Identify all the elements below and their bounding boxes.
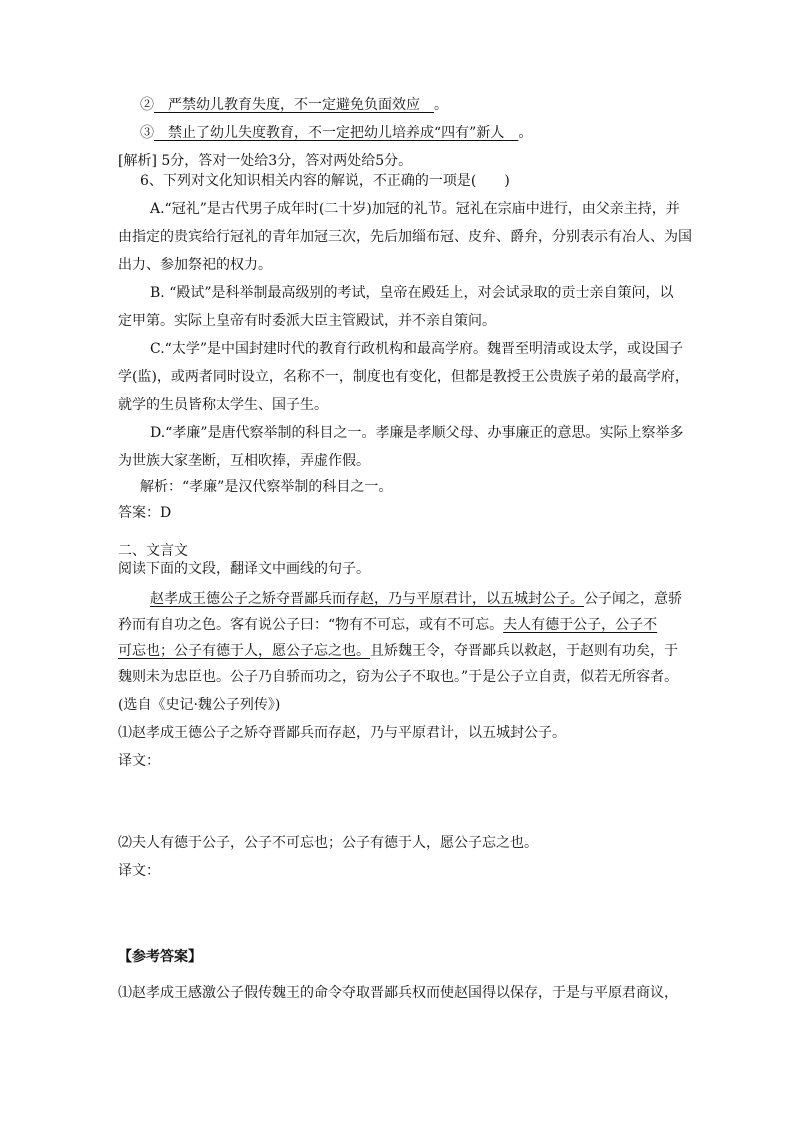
q6-option-a-line3: 出力、参加祭祀的权力。 — [118, 257, 272, 273]
q6-analysis: 解析：“孝廉”是汉代察举制的科目之一。 — [140, 479, 393, 495]
q6-option-c-line1: C.“太学”是中国封建时代的教育行政机构和最高学府。魏晋至明清或设太学，或设国子 — [150, 341, 683, 357]
q6-stem: 6、下列对文化知识相关内容的解说，不正确的一项是( ) — [140, 173, 510, 189]
translate-q1: ⑴赵孝成王德公子之矫夺晋鄙兵而存赵，乃与平原君计，以五城封公子。 — [118, 725, 566, 741]
translate-q1-label: 译文： — [118, 753, 160, 769]
passage-line-2: 矜而有自功之色。客有说公子曰：“物有不可忘，或有不可忘。夫人有德于公子，公子不 — [118, 617, 658, 633]
option-3-text: 禁止了幼儿失度教育，不一定把幼儿培养成“四有”新人 — [168, 125, 505, 141]
q6-option-b-line1: B. “殿试”是科举制最高级别的考试，皇帝在殿廷上，对会试录取的贡士亲自策问，以 — [150, 285, 674, 301]
passage-line-4: 魏则未为忠臣也。公子乃自骄而功之，窃为公子不取也。”于是公子立自责，似若无所容者。 — [118, 669, 679, 685]
option-2-text: 严禁幼儿教育失度，不一定避免负面效应 — [168, 97, 420, 113]
passage-line-1: 赵孝成王德公子之矫夺晋鄙兵而存赵，乃与平原君计，以五城封公子。公子闻之，意骄 — [150, 591, 682, 607]
option-3: ③ 禁止了幼儿失度教育，不一定把幼儿培养成“四有”新人 。 — [140, 125, 533, 141]
q6-answer: 答案：D — [118, 505, 172, 521]
q6-option-a-line1: A.“冠礼”是古代男子成年时(二十岁)加冠的礼节。冠礼在宗庙中进行，由父亲主持，并 — [150, 201, 680, 217]
passage-line-3: 可忘也；公子有德于人，愿公子忘之也。且矫魏王令，夺晋鄙兵以救赵，于赵则有功矣，于 — [118, 643, 678, 659]
q6-option-c-line3: 就学的生员皆称太学生、国子生。 — [118, 397, 328, 413]
q6-option-a-line2: 由指定的贵宾给行冠礼的青年加冠三次，先后加缁布冠、皮弁、爵弁，分别表示有冶人、为国 — [118, 229, 692, 245]
passage-source: (选自《史记·魏公子列传》) — [118, 697, 281, 713]
q6-option-b-line2: 定甲第。实际上皇帝有时委派大臣主管殿试，并不亲自策问。 — [118, 313, 496, 329]
analysis-5: [解析] 5分，答对一处给3分，答对两处给5分。 — [118, 153, 413, 169]
section-2-title: 二、文言文 — [118, 543, 188, 559]
passage-underlined-2a: 夫人有德于公子，公子不 — [503, 617, 658, 633]
option-3-mark: ③ — [140, 125, 154, 141]
passage-underlined-1: 赵孝成王德公子之矫夺晋鄙兵而存赵，乃与平原君计，以五城封公子。 — [150, 591, 584, 607]
section-2-instruction: 阅读下面的文段，翻译文中画线的句子。 — [118, 561, 370, 577]
reference-answer-title: 【参考答案】 — [118, 949, 202, 965]
q6-option-d-line2: 为世族大家垄断，互相吹捧，弄虚作假。 — [118, 453, 370, 469]
translate-q2: ⑵夫人有德于公子，公子不可忘也；公子有德于人，愿公子忘之也。 — [118, 835, 538, 851]
passage-underlined-2b: 可忘也；公子有德于人，愿公子忘之也。 — [118, 643, 370, 659]
q6-option-c-line2: 学(监)，或两者同时设立，名称不一，制度也有变化，但都是教授王公贵族子弟的最高学府， — [118, 369, 689, 385]
option-2: ② 严禁幼儿教育失度，不一定避免负面效应 。 — [140, 97, 448, 113]
option-2-mark: ② — [140, 97, 154, 113]
reference-answer-1: ⑴赵孝成王感激公子假传魏王的命令夺取晋鄙兵权而使赵国得以保存，于是与平原君商议， — [118, 985, 678, 1001]
q6-option-d-line1: D.“孝廉”是唐代察举制的科目之一。孝廉是孝顺父母、办事廉正的意思。实际上察举多 — [150, 425, 684, 441]
translate-q2-label: 译文： — [118, 863, 160, 879]
